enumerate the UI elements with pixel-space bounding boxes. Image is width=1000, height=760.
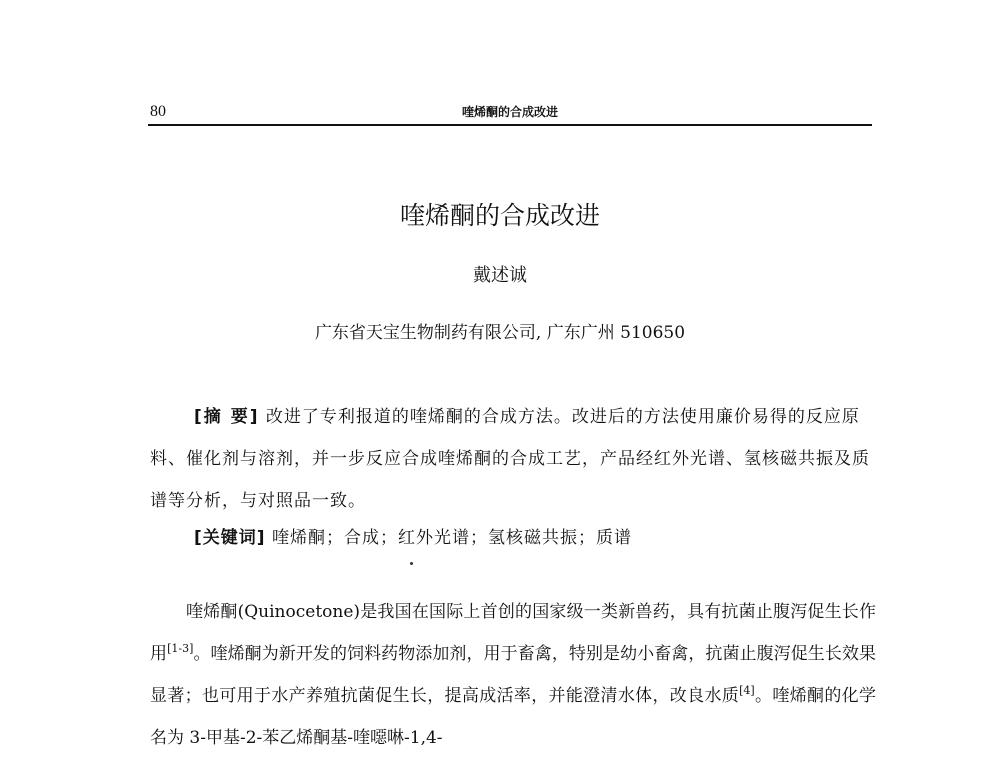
abstract-text: 改进了专利报道的喹烯酮的合成方法。改进后的方法使用廉价易得的反应原料、催化剂与溶剂，并一步反应合成喹烯酮的合成工艺，产品经红外光谱、氢核磁共振及质谱等分析，与对照品一致。 [150,407,870,511]
paper-title: 喹烯酮的合成改进 [399,201,600,230]
keywords-label: [关键词] [194,528,266,548]
abstract-label: [摘 要] [194,407,260,427]
keywords [194,523,874,548]
body-text-part-3: 。喹烯酮的化学名为 3-甲基-2-苯乙烯酮基-喹噁啉-1,4- [150,686,877,748]
affiliation: 广东省天宝生物制药有限公司, 广东广州 510650 [314,323,686,343]
author-name: 戴述诚 [473,265,527,286]
stray-mark [410,562,413,565]
keywords-text: 喹烯酮；合成；红外光谱；氢核磁共振；质谱 [271,528,632,548]
citation-ref: [4] [739,684,755,697]
abstract [150,396,876,522]
citation-ref: [1-3] [167,642,194,655]
body-text [150,591,876,759]
body-text-part-2: 。喹烯酮为新开发的饲料药物添加剂，用于畜禽，特别是幼小畜禽，抗菌止腹泻促生长效果显著；也可用于水产养殖抗菌促生长，提高成活率，并能澄清水体，改良水质 [150,644,877,706]
running-header [148,96,872,126]
body-paragraph [150,591,876,759]
body-text-part-1: 喹烯酮(Quinocetone)是我国在国际上首创的国家级一类新兽药，具有抗菌止腹泻促生长作用 [150,602,876,664]
page-number: 80 [150,103,166,120]
running-title: 喹烯酮的合成改进 [461,105,558,119]
